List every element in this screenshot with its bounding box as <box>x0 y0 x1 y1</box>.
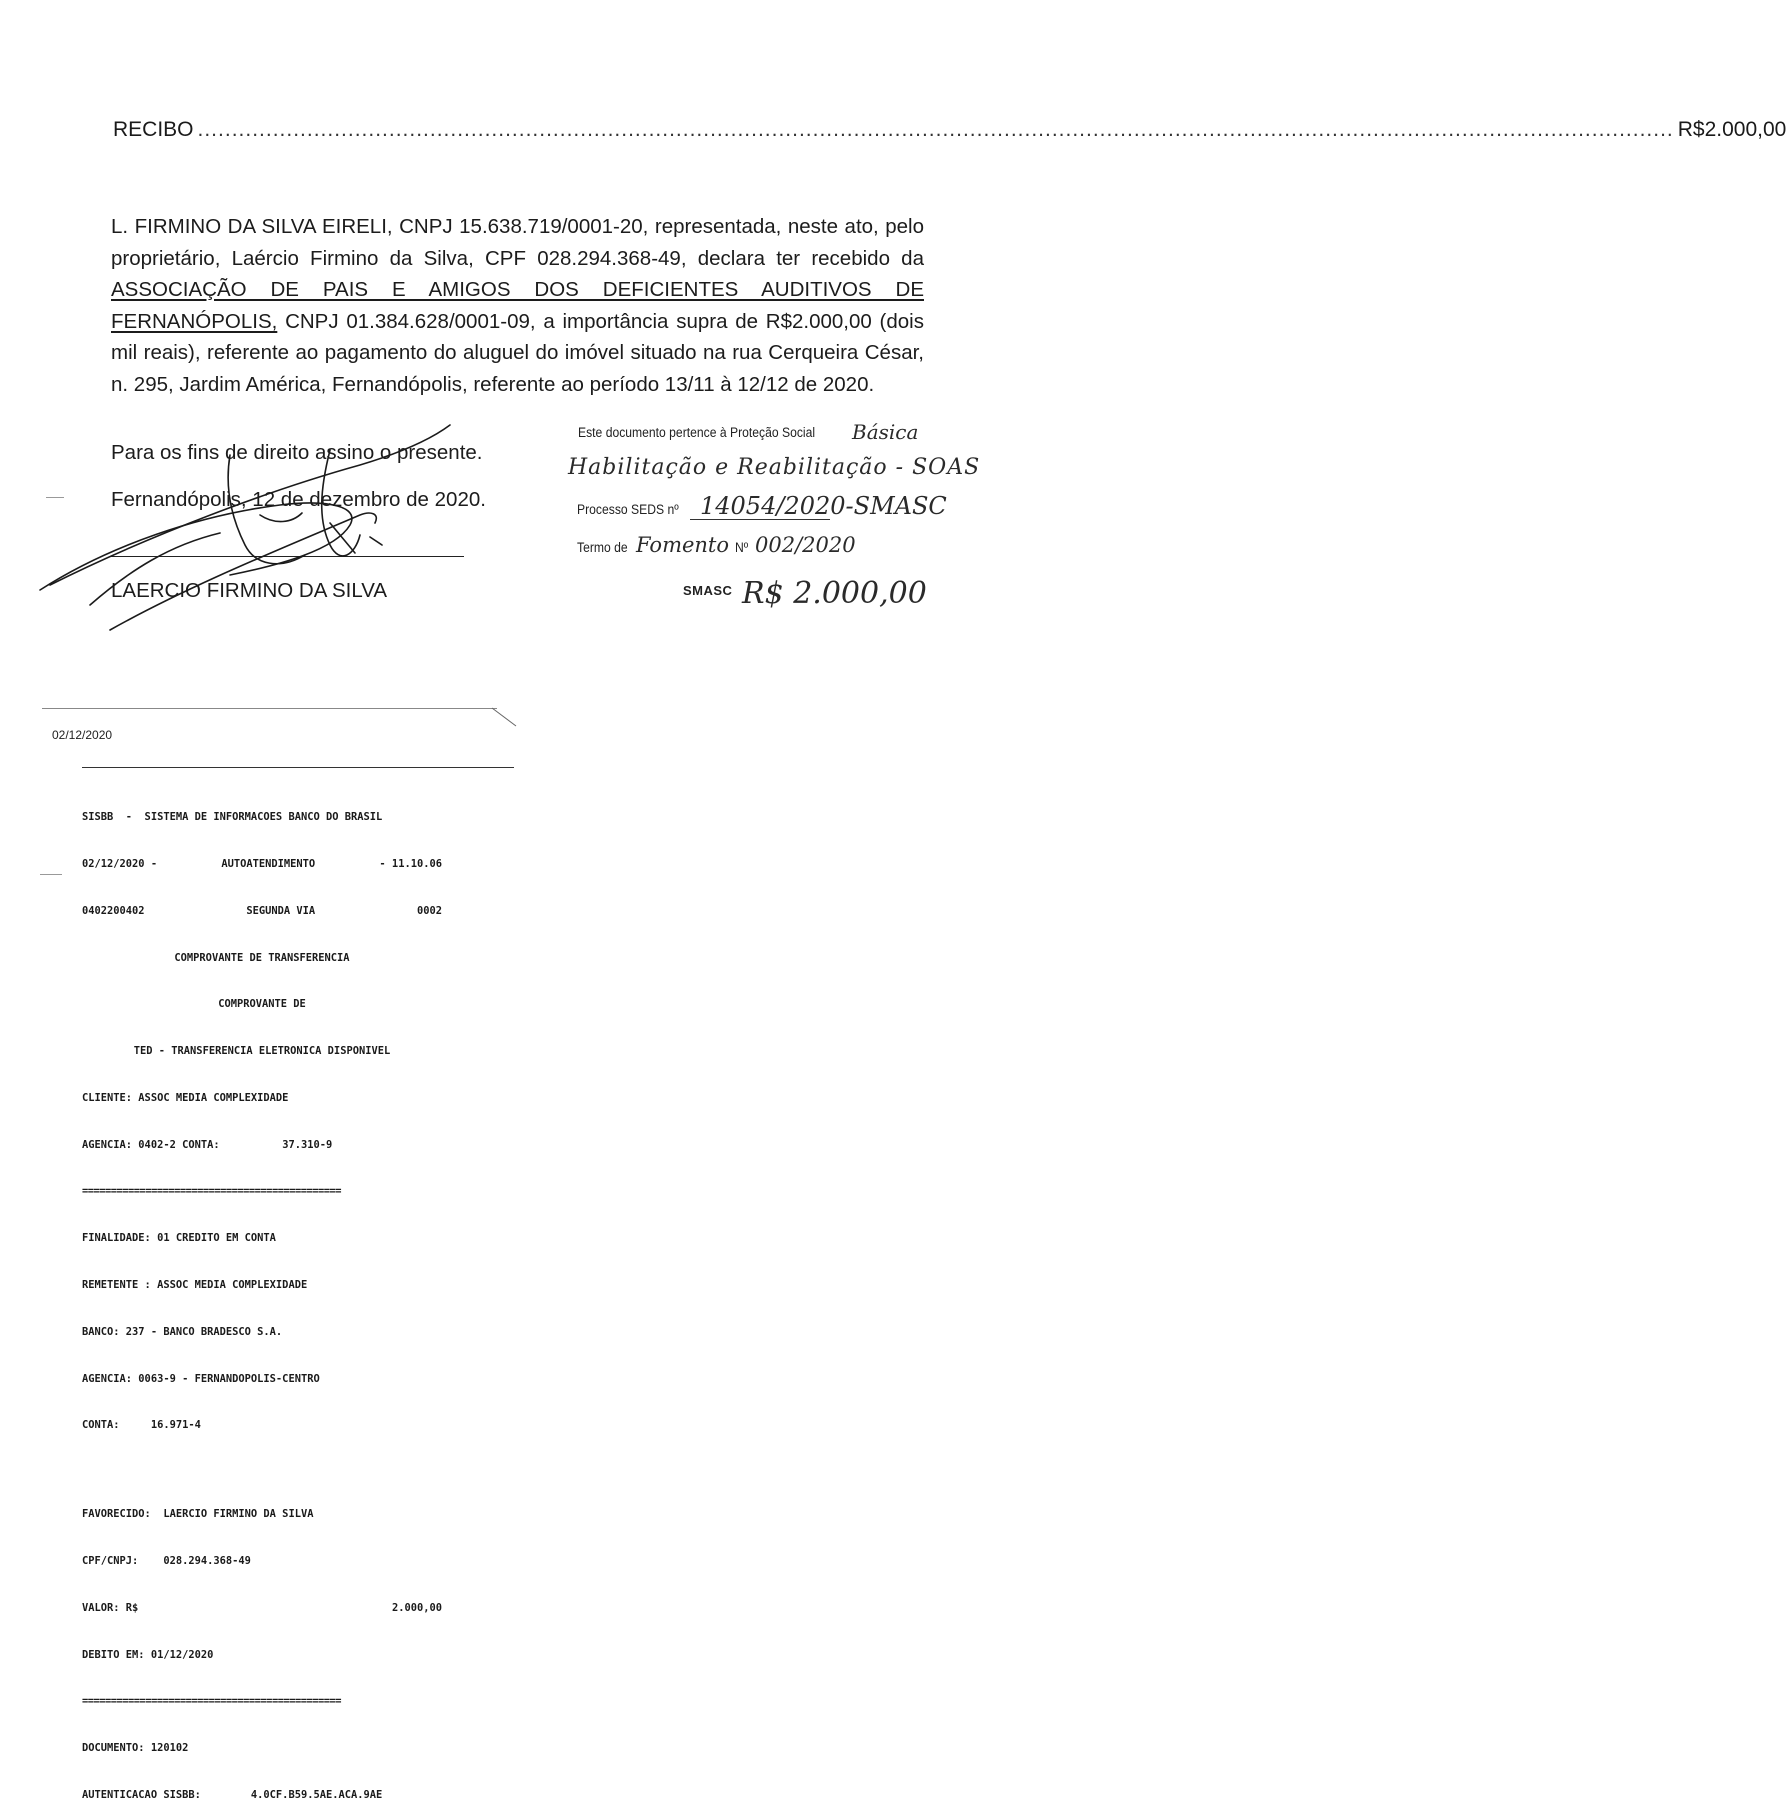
slip-cpf-label: CPF/CNPJ: <box>82 1555 139 1568</box>
stamp-line3-printed: Processo SEDS nº <box>577 502 679 517</box>
slip-separator: ============================================= <box>82 1185 342 1198</box>
slip-documento: DOCUMENTO: 120102 <box>82 1742 189 1755</box>
slip-title3: TED - TRANSFERENCIA ELETRONICA DISPONIVEL <box>133 1045 391 1058</box>
receipt-body-part2: CNPJ 01.384.628/0001-09, a importância supra de R$2.000,00 (dois mil reais), referente ao pagamento do aluguel do imóvel situado na rua Cerqueira César, n. 295, Jardim América, Fernandópolis, referente ao período 13/11 à 12/12 de 2020. <box>111 309 924 396</box>
slip-row2 <box>82 904 442 920</box>
stamp-line4-printed2: Nº <box>735 540 749 555</box>
slip-title1: COMPROVANTE DE TRANSFERENCIA <box>174 951 350 964</box>
slip-valor-label: VALOR: R$ <box>82 1601 139 1614</box>
slip-title2: COMPROVANTE DE <box>218 998 306 1011</box>
slip-cpf <box>82 1554 442 1570</box>
stamp-line5-printed: SMASC <box>683 583 733 598</box>
slip-conta-value: 16.971-4 <box>150 1419 201 1432</box>
slip-banco: BANCO: 237 - BANCO BRADESCO S.A. <box>82 1325 283 1338</box>
slip-edge-line <box>42 708 497 709</box>
slip-row1-right: - 11.10.06 <box>379 857 442 870</box>
slip-remetente: REMETENTE : ASSOC MEDIA COMPLEXIDADE <box>82 1279 308 1291</box>
stamp-line1-printed: Este documento pertence à Proteção Social <box>578 425 816 440</box>
slip-valor <box>82 1601 442 1617</box>
slip-valor-value: 2.000,00 <box>391 1601 442 1614</box>
slip-conta-label: CONTA: <box>82 1419 120 1432</box>
slip-agencia2: AGENCIA: 0063-9 - FERNANDOPOLIS-CENTRO <box>82 1372 320 1385</box>
slip-row1-left: 02/12/2020 - <box>82 857 158 870</box>
receipt-body-part1: L. FIRMINO DA SILVA EIRELI, CNPJ 15.638.719/0001-20, representada, neste ato, pelo proprietário, Laércio Firmino da Silva, CPF 028.294.368-49, declara ter recebido da <box>111 215 924 270</box>
stamp-line2-hand: Habilitação e Reabilitação - SOAS <box>568 455 981 480</box>
slip-autenticacao-label: AUTENTICACAO SISBB: <box>82 1789 201 1801</box>
slip-autenticacao-value: 4.0CF.B59.5AE.ACA.9AE <box>250 1789 383 1801</box>
slip-debito: DEBITO EM: 01/12/2020 <box>82 1648 214 1661</box>
stamp-line4-hand2: 002/2020 <box>755 533 856 557</box>
scan-mark-2 <box>40 874 62 875</box>
slip-cpf-value: 028.294.368-49 <box>163 1555 251 1568</box>
scan-mark <box>46 497 64 498</box>
slip-date: 02/12/2020 <box>52 728 113 742</box>
handwritten-signature <box>30 395 490 645</box>
slip-header: SISBB - SISTEMA DE INFORMACOES BANCO DO BRASIL <box>82 811 383 824</box>
receipt-amount: R$2.000,00 <box>1677 118 1786 141</box>
slip-top-line <box>82 767 514 768</box>
slip-gap <box>82 1465 442 1476</box>
slip-finalidade: FINALIDADE: 01 CREDITO EM CONTA <box>82 1232 276 1245</box>
closing-text: Para os fins de direito assino o presente. <box>111 441 483 464</box>
leader-dots: ........................................................................................................................................................................................................................ <box>197 118 1674 141</box>
slip-separator-2: ============================================= <box>82 1695 342 1708</box>
receipt-title: RECIBO <box>113 118 194 141</box>
slip-cliente: CLIENTE: ASSOC MEDIA COMPLEXIDADE <box>82 1091 289 1104</box>
slip-agencia-conta <box>82 1138 442 1154</box>
slip-agencia-conta-right: 37.310-9 <box>282 1138 333 1151</box>
slip-edge-corner <box>490 706 520 730</box>
stamp-line3-hand: 14054/2020-SMASC <box>700 492 947 520</box>
slip-autenticacao <box>82 1788 442 1804</box>
slip-conta <box>82 1418 442 1434</box>
receipt-title-row <box>113 118 1786 152</box>
stamp-line1-hand: Básica <box>852 420 919 444</box>
slip-agencia-conta-left: AGENCIA: 0402-2 CONTA: <box>82 1138 220 1151</box>
stamp-line4-hand: Fomento <box>636 533 730 557</box>
stamp-line4-printed: Termo de <box>577 540 628 555</box>
slip-row1-mid: AUTOATENDIMENTO <box>221 857 316 870</box>
slip-row1 <box>82 857 442 873</box>
place-date: Fernandópolis, 12 de dezembro de 2020. <box>111 488 486 511</box>
signer-name: LAERCIO FIRMINO DA SILVA <box>111 579 388 602</box>
receipt-body <box>111 211 924 401</box>
association-name: ASSOCIAÇÃO DE PAIS E AMIGOS DOS DEFICIENTES AUDITIVOS DE FERNANÓPOLIS, <box>111 278 924 333</box>
stamp-line5-hand: R$ 2.000,00 <box>742 576 927 611</box>
slip-row2-left: 0402200402 <box>82 904 145 917</box>
slip-row2-mid: SEGUNDA VIA <box>246 904 316 917</box>
slip-row2-right: 0002 <box>416 904 442 917</box>
slip-favorecido: FAVORECIDO: LAERCIO FIRMINO DA SILVA <box>82 1508 314 1521</box>
bank-slip <box>82 779 442 1819</box>
